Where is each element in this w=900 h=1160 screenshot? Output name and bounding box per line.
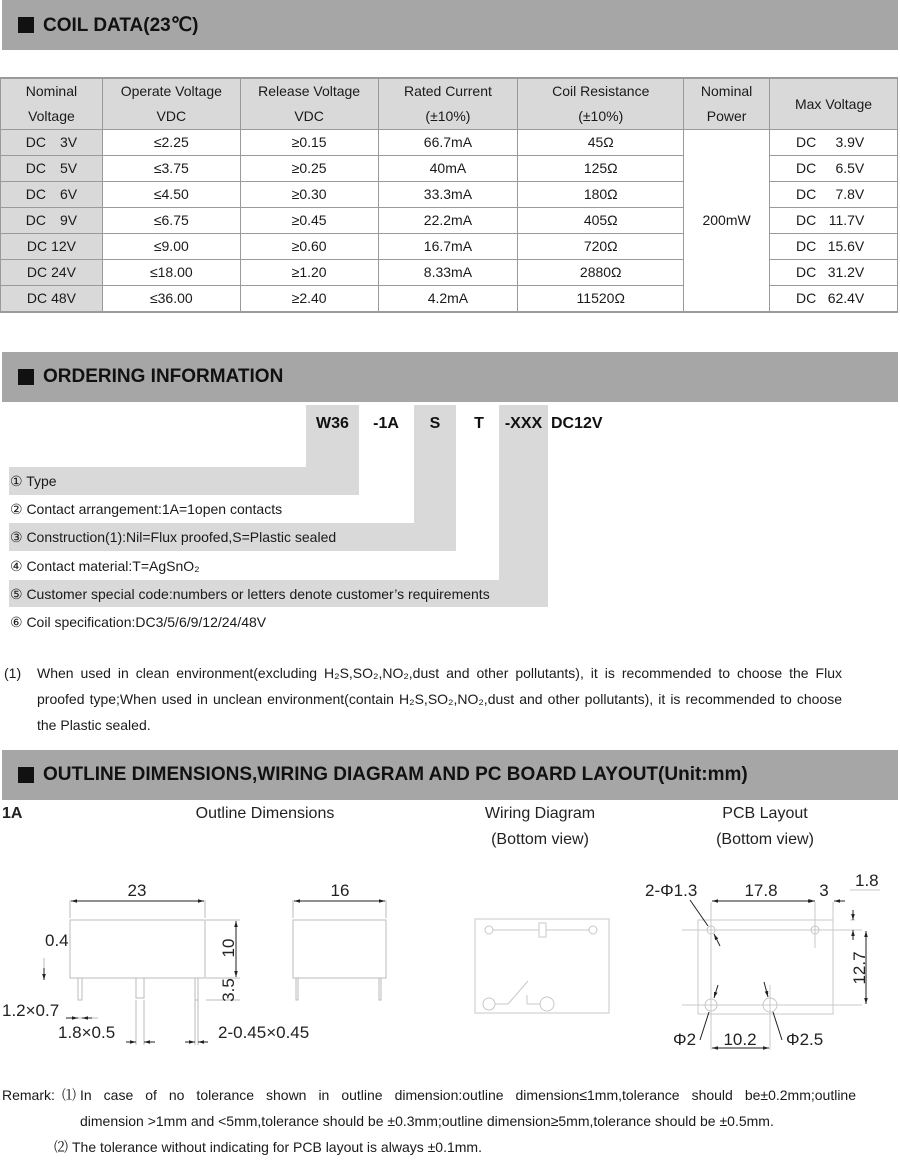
cell-operate-voltage: ≤4.50 xyxy=(102,182,240,208)
square-bullet-icon xyxy=(18,767,34,783)
dc-prefix: DC xyxy=(796,212,817,228)
cell-max-voltage xyxy=(770,234,898,260)
dc-prefix: DC xyxy=(25,212,46,228)
cell-nominal-voltage xyxy=(1,208,103,234)
section-title: OUTLINE DIMENSIONS,WIRING DIAGRAM AND PC BOARD LAYOUT(Unit:mm) xyxy=(43,764,748,785)
cell-operate-voltage: ≤18.00 xyxy=(102,260,240,286)
cell-release-voltage: ≥0.15 xyxy=(240,130,378,156)
header-coil-resistance-tolerance: (±10%) xyxy=(518,104,684,130)
remark-2-text: The tolerance without indicating for PCB layout is always ±0.1mm. xyxy=(72,1139,482,1155)
dc-prefix: DC xyxy=(26,264,48,280)
note-text: When used in clean environment(excluding H₂S,SO₂,NO₂,dust and other pollutants), it is recommended to choose the Flux proofed type;When used in unclean environment(contain H₂S,SO₂,NO₂,dust and other pollutants), it is recommended to choose the Plastic sealed. xyxy=(37,665,842,733)
note-number: (1) xyxy=(4,665,22,681)
coil-data-table xyxy=(0,77,898,313)
dc-prefix: DC xyxy=(796,238,817,254)
pcb-dim-edge: 1.8 xyxy=(855,871,879,890)
max-value: 15.6V xyxy=(827,238,865,254)
cell-release-voltage: ≥2.40 xyxy=(240,286,378,313)
dim-pin-b: 1.8×0.5 xyxy=(58,1023,116,1042)
wiring-sub-label: (Bottom view) xyxy=(491,831,589,848)
max-value: 11.7V xyxy=(828,212,865,228)
header-rated-current-tolerance: (±10%) xyxy=(378,104,518,130)
cell-rated-current: 8.33mA xyxy=(378,260,518,286)
remark-1-line-1: In case of no tolerance shown in outline dimension:outline dimension≤1mm,tolerance should be±0.2mm;outline xyxy=(80,1087,856,1103)
cell-nominal-voltage xyxy=(1,286,103,313)
max-value: 3.9V xyxy=(835,134,865,150)
cell-coil-resistance: 11520Ω xyxy=(518,286,684,313)
pcb-sub-label: (Bottom view) xyxy=(716,831,814,848)
max-value: 62.4V xyxy=(827,290,865,306)
cell-release-voltage: ≥1.20 xyxy=(240,260,378,286)
cell-coil-resistance: 405Ω xyxy=(518,208,684,234)
cell-max-voltage xyxy=(770,182,898,208)
cell-operate-voltage: ≤2.25 xyxy=(102,130,240,156)
ordering-item-coil-spec: ⑥ Coil specification:DC3/5/6/9/12/24/48V xyxy=(10,614,267,630)
dim-pin-a: 1.2×0.7 xyxy=(2,1001,60,1020)
cell-rated-current: 33.3mA xyxy=(378,182,518,208)
cell-operate-voltage: ≤9.00 xyxy=(102,234,240,260)
outline-header xyxy=(2,750,898,800)
bracket-type-row xyxy=(9,467,359,495)
cell-release-voltage: ≥0.45 xyxy=(240,208,378,234)
cell-rated-current: 4.2mA xyxy=(378,286,518,313)
cell-max-voltage xyxy=(770,208,898,234)
cell-release-voltage: ≥0.25 xyxy=(240,156,378,182)
ordering-info-header xyxy=(2,352,898,402)
cell-coil-resistance: 720Ω xyxy=(518,234,684,260)
header-rated-current: Rated Current xyxy=(378,78,518,104)
square-bullet-icon xyxy=(18,369,34,385)
cell-operate-voltage: ≤6.75 xyxy=(102,208,240,234)
dc-prefix: DC xyxy=(796,290,817,306)
header-max-voltage: Max Voltage xyxy=(770,78,898,130)
dc-prefix: DC xyxy=(25,134,46,150)
cell-operate-voltage: ≤3.75 xyxy=(102,156,240,182)
dim-height: 10 xyxy=(219,938,238,958)
wiring-label: Wiring Diagram xyxy=(484,805,596,822)
nominal-value: 9V xyxy=(60,212,78,228)
pcb-dim-pitch-y: 12.7 xyxy=(850,951,869,985)
cell-rated-current: 16.7mA xyxy=(378,234,518,260)
dc-prefix: DC xyxy=(796,186,817,202)
cell-coil-resistance: 180Ω xyxy=(518,182,684,208)
remark-2-number: ⑵ xyxy=(54,1139,68,1155)
cell-rated-current: 66.7mA xyxy=(378,130,518,156)
cell-max-voltage xyxy=(770,286,898,313)
ordering-item-type: ① Type xyxy=(10,473,57,489)
cell-coil-resistance: 45Ω xyxy=(518,130,684,156)
dim-length: 23 xyxy=(127,881,147,900)
cell-nominal-voltage xyxy=(1,260,103,286)
nominal-value: 6V xyxy=(60,186,78,202)
ordering-item-contact-material: ④ Contact material:T=AgSnO₂ xyxy=(10,558,200,574)
pcb-dim-pitch-x: 10.2 xyxy=(723,1030,757,1049)
cell-nominal-voltage xyxy=(1,130,103,156)
header-coil-resistance: Coil Resistance xyxy=(518,78,684,104)
cell-release-voltage: ≥0.30 xyxy=(240,182,378,208)
remark-1-line-2: dimension >1mm and <5mm,tolerance should be ±0.3mm;outline dimension≥5mm,tolerance should be ±0.5mm. xyxy=(80,1113,774,1129)
remark-label: Remark: xyxy=(2,1087,55,1103)
cell-release-voltage: ≥0.60 xyxy=(240,234,378,260)
cell-rated-current: 40mA xyxy=(378,156,518,182)
cell-rated-current: 22.2mA xyxy=(378,208,518,234)
nominal-value: 48V xyxy=(51,290,77,306)
nominal-value: 3V xyxy=(60,134,78,150)
wiring-diagram xyxy=(440,860,640,1060)
code-coil-spec: DC12V xyxy=(551,415,603,432)
dim-pin-c: 2-0.45×0.45 xyxy=(218,1023,310,1042)
pcb-label: PCB Layout xyxy=(722,805,808,822)
header-release-voltage-unit: VDC xyxy=(240,104,378,130)
ordering-item-contact-arrangement: ② Contact arrangement:1A=1open contacts xyxy=(10,501,283,517)
header-nominal-voltage-unit: Voltage xyxy=(1,104,103,130)
pcb-dim-small-holes: 2-Φ1.3 xyxy=(645,881,698,900)
dc-prefix: DC xyxy=(25,160,46,176)
cell-nominal-voltage xyxy=(1,156,103,182)
cell-max-voltage xyxy=(770,260,898,286)
dc-prefix: DC xyxy=(796,264,817,280)
header-release-voltage: Release Voltage xyxy=(240,78,378,104)
header-operate-voltage: Operate Voltage xyxy=(102,78,240,104)
cell-max-voltage xyxy=(770,130,898,156)
dim-width: 16 xyxy=(330,881,350,900)
nominal-value: 5V xyxy=(60,160,78,176)
code-type: W36 xyxy=(316,415,349,432)
square-bullet-icon xyxy=(18,17,34,33)
dc-prefix: DC xyxy=(26,238,48,254)
section-title: ORDERING INFORMATION xyxy=(43,366,284,387)
table-row xyxy=(1,130,898,156)
code-contact-arrangement: -1A xyxy=(373,415,399,432)
dc-prefix: DC xyxy=(25,186,46,202)
dim-standoff: 0.4 xyxy=(45,931,69,950)
dc-prefix: DC xyxy=(796,134,817,150)
outline-dimensions-drawing xyxy=(0,860,400,1060)
cell-coil-resistance: 125Ω xyxy=(518,156,684,182)
ordering-item-customer-code: ⑤ Customer special code:numbers or letters denote customer’s requirements xyxy=(10,586,490,602)
pcb-dim-hole-b: Φ2.5 xyxy=(786,1030,824,1049)
pcb-layout-drawing xyxy=(630,860,900,1060)
cell-operate-voltage: ≤36.00 xyxy=(102,286,240,313)
cell-coil-resistance: 2880Ω xyxy=(518,260,684,286)
pcb-dim-offset: 3 xyxy=(819,881,829,900)
header-nominal-voltage: Nominal xyxy=(1,78,103,104)
variant-label: 1A xyxy=(2,805,23,822)
pcb-dim-hole-a: Φ2 xyxy=(673,1030,697,1049)
remark-1-number: ⑴ xyxy=(62,1087,76,1103)
nominal-value: 12V xyxy=(51,238,77,254)
section-title: COIL DATA(23℃) xyxy=(43,15,199,36)
ordering-item-construction: ③ Construction(1):Nil=Flux proofed,S=Plastic sealed xyxy=(10,529,337,545)
code-contact-material: T xyxy=(474,415,484,432)
max-value: 31.2V xyxy=(827,264,865,280)
coil-data-header xyxy=(2,0,898,50)
pcb-dim-span: 17.8 xyxy=(744,881,778,900)
nominal-value: 24V xyxy=(51,264,77,280)
code-construction: S xyxy=(429,415,441,432)
max-value: 6.5V xyxy=(835,160,865,176)
cell-nominal-voltage xyxy=(1,234,103,260)
cell-nominal-power: 200mW xyxy=(684,130,770,313)
header-nominal-power: Nominal xyxy=(684,78,770,104)
header-operate-voltage-unit: VDC xyxy=(102,104,240,130)
max-value: 7.8V xyxy=(835,186,865,202)
header-nominal-power-unit: Power xyxy=(684,104,770,130)
cell-max-voltage xyxy=(770,156,898,182)
dc-prefix: DC xyxy=(796,160,817,176)
code-customer-special: -XXX xyxy=(504,415,543,432)
dc-prefix: DC xyxy=(26,290,48,306)
outline-label: Outline Dimensions xyxy=(195,805,335,822)
dim-pin-length: 3.5 xyxy=(219,978,238,1002)
cell-nominal-voltage xyxy=(1,182,103,208)
